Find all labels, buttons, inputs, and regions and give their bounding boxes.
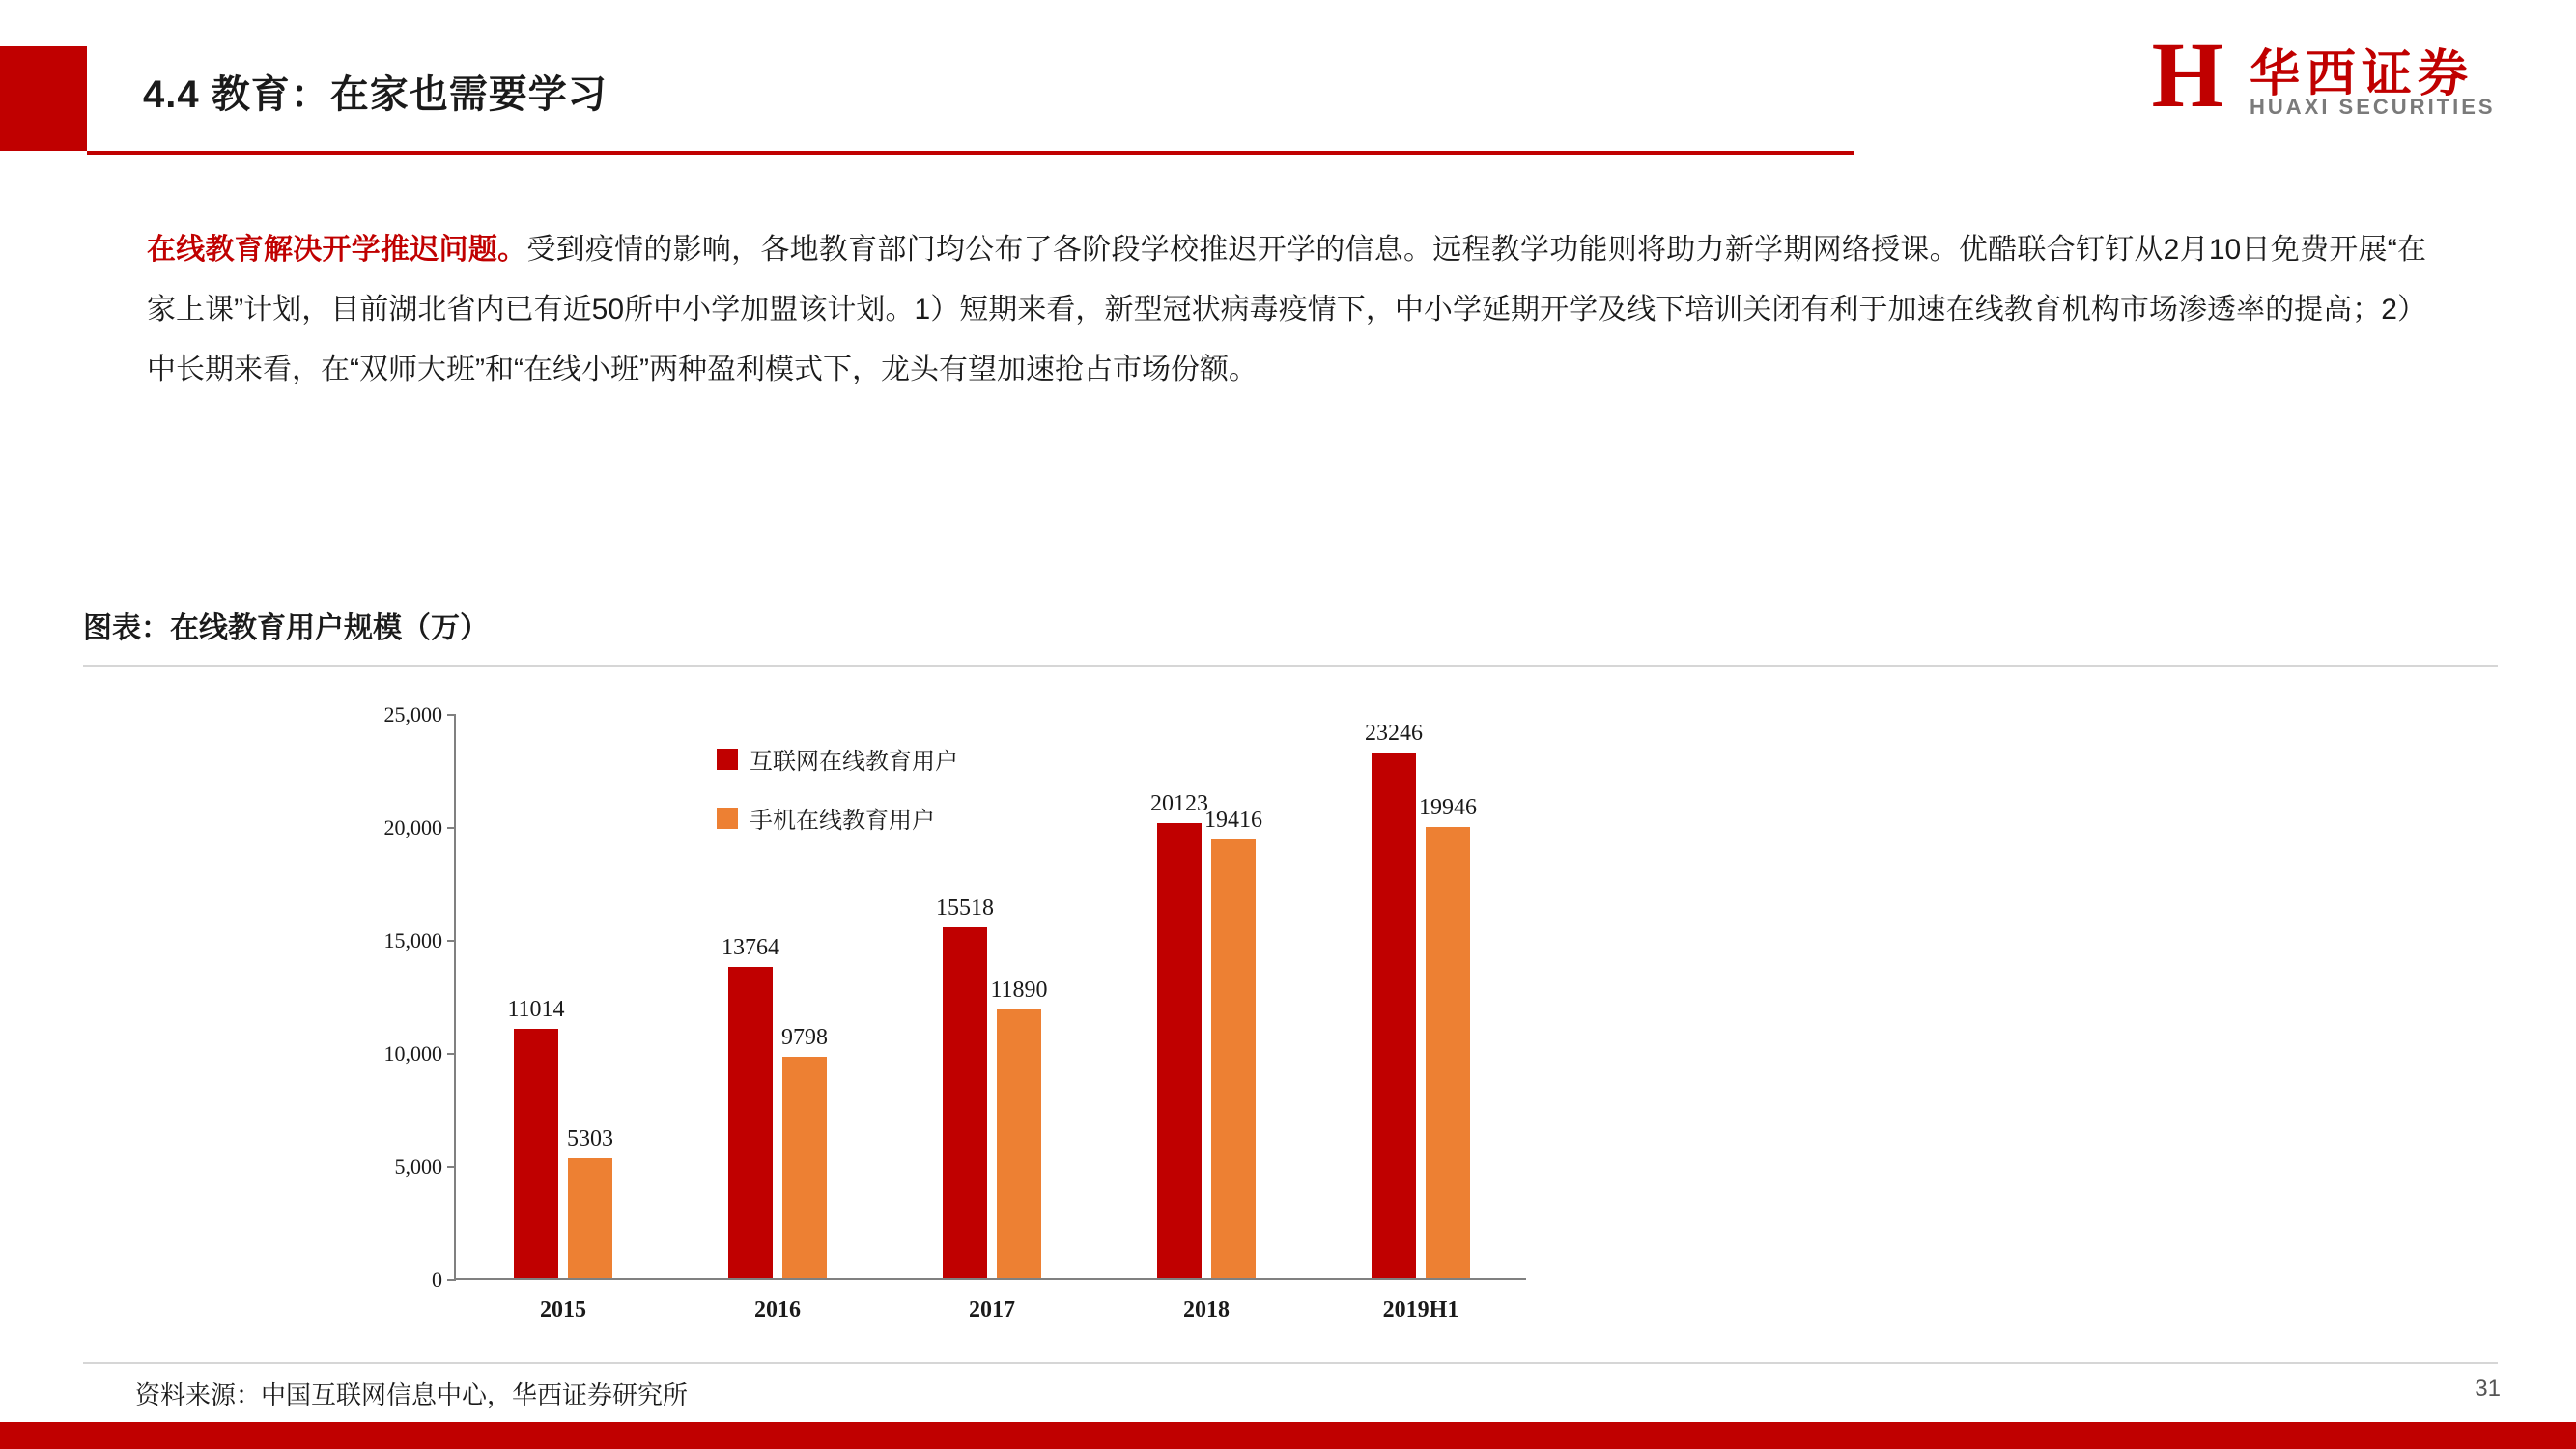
y-axis-tick-mark xyxy=(447,1279,456,1281)
bar-value-label: 11890 xyxy=(990,977,1048,1003)
footer-accent-bar xyxy=(0,1422,2576,1449)
bar-group xyxy=(885,715,1099,1322)
bar-group xyxy=(1314,715,1528,1322)
bar-value-label: 11014 xyxy=(507,997,565,1023)
y-axis-tick-label: 20,000 xyxy=(383,815,442,839)
x-axis-tick-label: 2015 xyxy=(540,1297,586,1322)
logo-name-en: HUAXI SECURITIES xyxy=(2250,95,2496,119)
bar xyxy=(990,977,1048,1278)
bar xyxy=(507,997,565,1278)
bar-value-label: 19416 xyxy=(1204,807,1262,833)
x-axis-tick-label: 2016 xyxy=(754,1297,801,1322)
bar xyxy=(722,934,779,1278)
bar-value-label: 5303 xyxy=(567,1125,613,1151)
bar xyxy=(781,1024,828,1278)
x-axis-tick-label: 2018 xyxy=(1183,1297,1230,1322)
page-number: 31 xyxy=(2475,1376,2501,1402)
y-axis-tick-label: 10,000 xyxy=(383,1041,442,1065)
chart-plot-area xyxy=(383,702,1526,1322)
y-axis-tick-mark xyxy=(447,1166,456,1168)
company-logo xyxy=(2141,23,2508,127)
y-axis-tick-label: 25,000 xyxy=(383,702,442,726)
chart-caption: 图表：在线教育用户规模（万） xyxy=(83,612,489,644)
x-axis-tick-label: 2017 xyxy=(969,1297,1015,1322)
body-paragraph xyxy=(147,220,2426,400)
bar xyxy=(1204,807,1262,1278)
bar-value-label: 15518 xyxy=(936,895,994,921)
legend-label: 手机在线教育用户 xyxy=(750,809,935,834)
bar-chart xyxy=(328,686,1584,1323)
y-axis-tick-label: 0 xyxy=(432,1267,442,1292)
bar-value-label: 9798 xyxy=(781,1024,828,1050)
caption-divider xyxy=(83,665,2498,667)
x-axis-tick-label: 2019H1 xyxy=(1382,1297,1459,1322)
bar xyxy=(1419,795,1477,1278)
header-divider xyxy=(87,151,1854,155)
bar xyxy=(936,895,994,1278)
y-axis-tick-mark xyxy=(447,714,456,716)
bar xyxy=(1365,721,1423,1278)
source-note: 资料来源：中国互联网信息中心，华西证券研究所 xyxy=(135,1380,689,1409)
page-title: 4.4 教育：在家也需要学习 xyxy=(143,73,608,116)
bar-group xyxy=(1099,715,1314,1322)
bar-value-label: 23246 xyxy=(1365,721,1423,747)
bar-value-label: 19946 xyxy=(1419,795,1477,821)
bar-group xyxy=(456,715,670,1322)
y-axis-tick-mark xyxy=(447,827,456,829)
bar-group xyxy=(670,715,885,1322)
y-axis-tick-label: 15,000 xyxy=(383,928,442,952)
bar xyxy=(567,1125,613,1278)
y-axis-tick-label: 5,000 xyxy=(394,1154,442,1179)
body-lead-sentence: 在线教育解决开学推迟问题。 xyxy=(147,234,527,266)
source-divider xyxy=(83,1362,2498,1364)
bar-value-label: 13764 xyxy=(722,934,779,960)
y-axis-tick-mark xyxy=(447,1053,456,1055)
y-axis-tick-mark xyxy=(447,940,456,942)
logo-name-cn: 华西证券 xyxy=(2250,46,2475,102)
header-accent-block xyxy=(0,46,87,151)
bar xyxy=(1150,791,1208,1278)
bar-value-label: 20123 xyxy=(1150,791,1208,817)
legend-label: 互联网在线教育用户 xyxy=(750,750,958,775)
body-paragraph-text: 受到疫情的影响，各地教育部门均公布了各阶段学校推迟开学的信息。远程教学功能则将助力新学期网络授课。优酷联合钉钉从2月10日免费开展“在家上课”计划，目前湖北省内已有近50所中小学加盟该计划。1）短期来看，新型冠状病毒疫情下，中小学延期开学及线下培训关闭有利于加速在线教育机构市场渗透率的提高；2）中长期来看，在“双师大班”和“在线小班”两种盈利模式下，龙头有望加速抢占市场份额。 xyxy=(147,234,2426,385)
logo-mark-icon: H xyxy=(2151,23,2224,127)
